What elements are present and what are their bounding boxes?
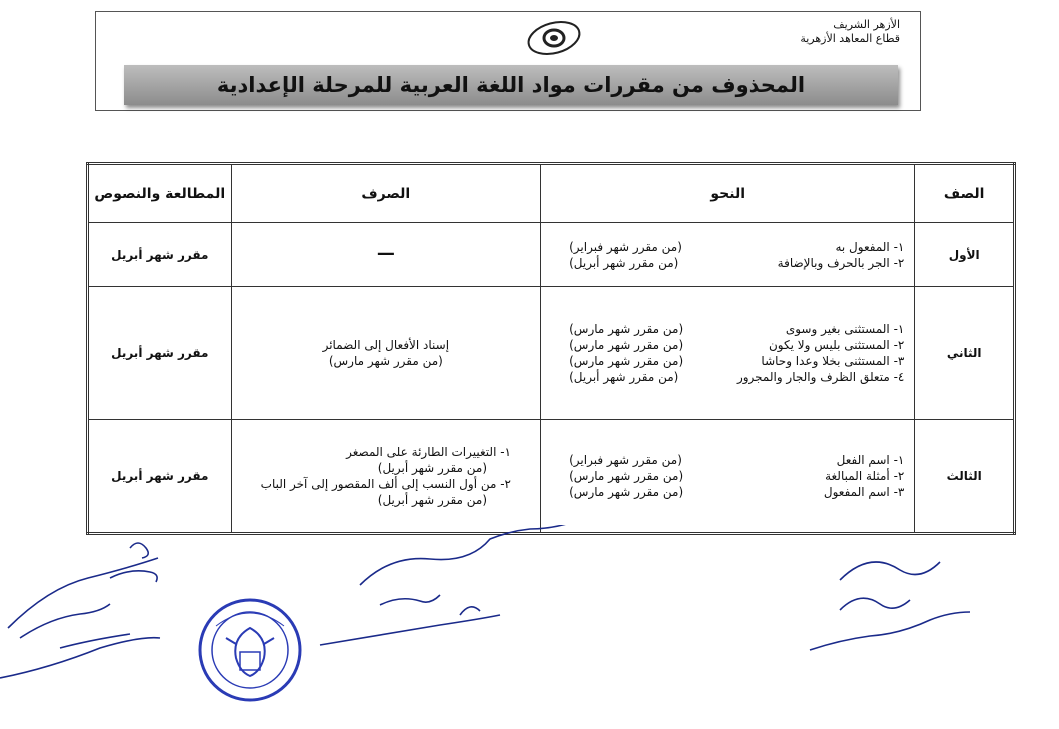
nahw-month: (من مقرر شهر فبراير)	[569, 453, 682, 467]
nahw-topic: ٣- المستثنى بخلا وعدا وحاشا	[761, 354, 905, 368]
nahw-topic: ٢- الجر بالحرف وبالإضافة	[777, 255, 905, 270]
nahw-month: (من مقرر شهر مارس)	[569, 322, 684, 336]
header-texts: المطالعة والنصوص	[88, 164, 232, 223]
texts-cell: مقرر شهر أبريل	[88, 223, 232, 287]
nahw-line	[551, 484, 904, 500]
sarf-block	[261, 444, 511, 508]
nahw-cell	[541, 287, 915, 420]
grade-cell: الثالث	[915, 420, 1015, 534]
nahw-cell	[541, 420, 915, 534]
sarf-cell	[231, 223, 541, 287]
nahw-month: (من مقرر شهر مارس)	[569, 485, 684, 499]
table-row	[88, 223, 1015, 287]
table-row	[88, 287, 1015, 420]
nahw-topic: ١- المفعول به	[835, 239, 905, 254]
signature-middle	[300, 525, 600, 655]
grade-cell: الثاني	[915, 287, 1015, 420]
nahw-month: (من مقرر شهر فبراير)	[569, 239, 682, 254]
org-line-2: قطاع المعاهد الأزهرية	[800, 32, 900, 45]
nahw-line	[551, 255, 904, 271]
nahw-line	[551, 321, 904, 337]
nahw-month: (من مقرر شهر مارس)	[569, 354, 684, 368]
sarf-line: (من مقرر شهر أبريل)	[377, 493, 487, 507]
title-band	[124, 65, 898, 105]
nahw-line	[551, 353, 904, 369]
sarf-cell	[231, 287, 541, 420]
signature-right	[800, 540, 980, 670]
nahw-line	[551, 369, 904, 385]
sarf-line: ٢- من أول النسب إلى ألف المقصور إلى آخر الباب	[260, 477, 511, 491]
nahw-cell	[541, 223, 915, 287]
nahw-line	[551, 337, 904, 353]
grade-cell: الأول	[915, 223, 1015, 287]
page-title: المحذوف من مقررات مواد اللغة العربية للمرحلة الإعدادية	[216, 73, 806, 97]
sarf-dash: —	[376, 243, 395, 264]
nahw-topic: ٣- اسم المفعول	[823, 485, 905, 499]
nahw-topic: ١- المستثنى بغير وسوى	[785, 322, 905, 336]
sarf-line: ١- التغييرات الطارئة على المصغر	[346, 445, 511, 459]
sarf-cell	[231, 420, 541, 534]
sarf-line: (من مقرر شهر أبريل)	[377, 461, 487, 475]
sarf-line: إسناد الأفعال إلى الضمائر	[322, 338, 450, 352]
org-line-1: الأزهر الشريف	[833, 18, 900, 31]
logo-icon	[524, 17, 584, 59]
nahw-month: (من مقرر شهر مارس)	[569, 338, 684, 352]
nahw-topic: ١- اسم الفعل	[836, 453, 905, 467]
header-grade: الصف	[915, 164, 1015, 223]
header-sarf: الصرف	[231, 164, 541, 223]
texts-cell: مقرر شهر أبريل	[88, 287, 232, 420]
stamp-seal-icon	[196, 596, 304, 704]
table-header-row	[88, 164, 1015, 223]
sarf-line: (من مقرر شهر مارس)	[328, 354, 443, 368]
nahw-line	[551, 239, 904, 255]
nahw-line	[551, 452, 904, 468]
nahw-topic: ٢- المستثنى بليس ولا يكون	[768, 338, 905, 352]
signature-left	[0, 528, 200, 688]
table-row	[88, 420, 1015, 534]
header-nahw: النحو	[541, 164, 915, 223]
nahw-month: (من مقرر شهر مارس)	[569, 469, 684, 483]
organization-name	[800, 18, 900, 46]
texts-cell: مقرر شهر أبريل	[88, 420, 232, 534]
nahw-month: (من مقرر شهر أبريل)	[569, 255, 679, 270]
nahw-topic: ٢- أمثلة المبالغة	[825, 469, 905, 483]
nahw-topic: ٤- متعلق الظرف والجار والمجرور	[736, 370, 905, 384]
nahw-month: (من مقرر شهر أبريل)	[569, 370, 679, 384]
nahw-line	[551, 468, 904, 484]
syllabus-table	[86, 162, 1016, 535]
